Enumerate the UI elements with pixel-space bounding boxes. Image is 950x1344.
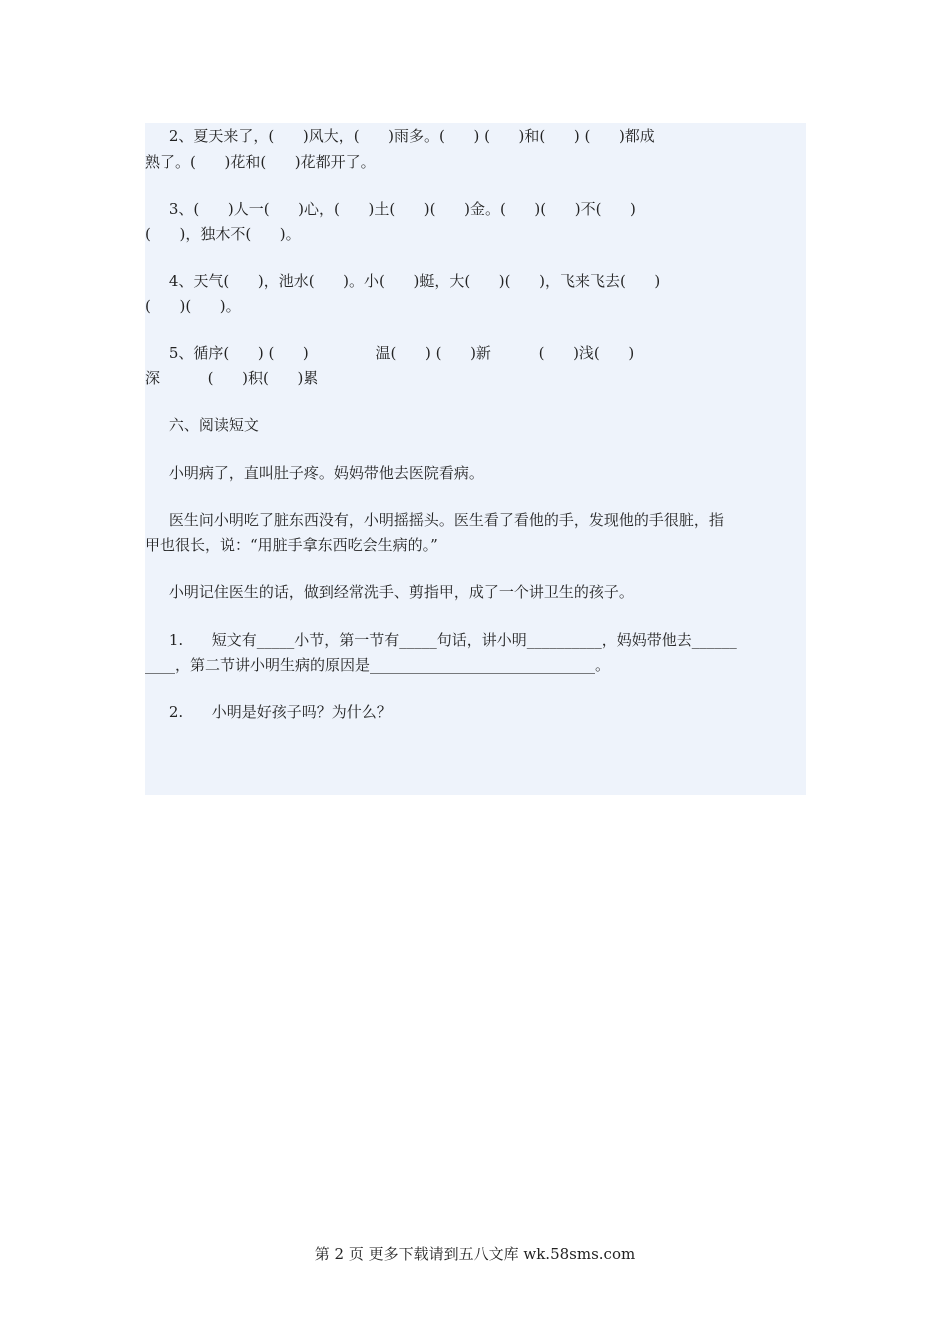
question-1-line2: ____，第二节讲小明生病的原因是______________________________。 — [145, 656, 611, 674]
question-2: 2. 小明是好孩子吗？为什么？ — [145, 703, 392, 721]
fill-blank-3-line1: 3、( )人一( )心，( )土( )( )金。( )( )不( ) — [145, 200, 636, 218]
fill-blank-4-line2: ( )( )。 — [145, 297, 241, 315]
reading-paragraph-1: 小明病了，直叫肚子疼。妈妈带他去医院看病。 — [145, 464, 484, 482]
reading-paragraph-2-line2: 甲也很长，说：“用脏手拿东西吃会生病的。” — [145, 536, 438, 554]
fill-blank-5-line1: 5、循序( ) ( ) 温( ) ( )新 ( )浅( ) — [145, 344, 635, 362]
page-footer: 第 2 页 更多下载请到五八文库 wk.58sms.com — [314, 1245, 636, 1263]
reading-paragraph-3: 小明记住医生的话，做到经常洗手、剪指甲，成了一个讲卫生的孩子。 — [145, 583, 634, 601]
question-1-line1: 1. 短文有_____小节，第一节有_____句话，讲小明__________，妈妈带他去______ — [145, 631, 737, 649]
section-heading: 六、阅读短文 — [145, 416, 259, 434]
fill-blank-4-line1: 4、天气( )，池水( )。小( )蜓，大( )( )，飞来飞去( ) — [145, 272, 661, 290]
fill-blank-5-line2: 深 ( )积( )累 — [145, 369, 319, 387]
fill-blank-2-line1: 2、夏天来了，( )风大，( )雨多。( ) ( )和( ) ( )都成 — [145, 127, 655, 145]
reading-paragraph-2-line1: 医生问小明吃了脏东西没有，小明摇摇头。医生看了看他的手，发现他的手很脏，指 — [145, 511, 724, 529]
fill-blank-3-line2: ( )，独木不( )。 — [145, 225, 301, 243]
fill-blank-2-line2: 熟了。( )花和( )花都开了。 — [145, 153, 376, 171]
